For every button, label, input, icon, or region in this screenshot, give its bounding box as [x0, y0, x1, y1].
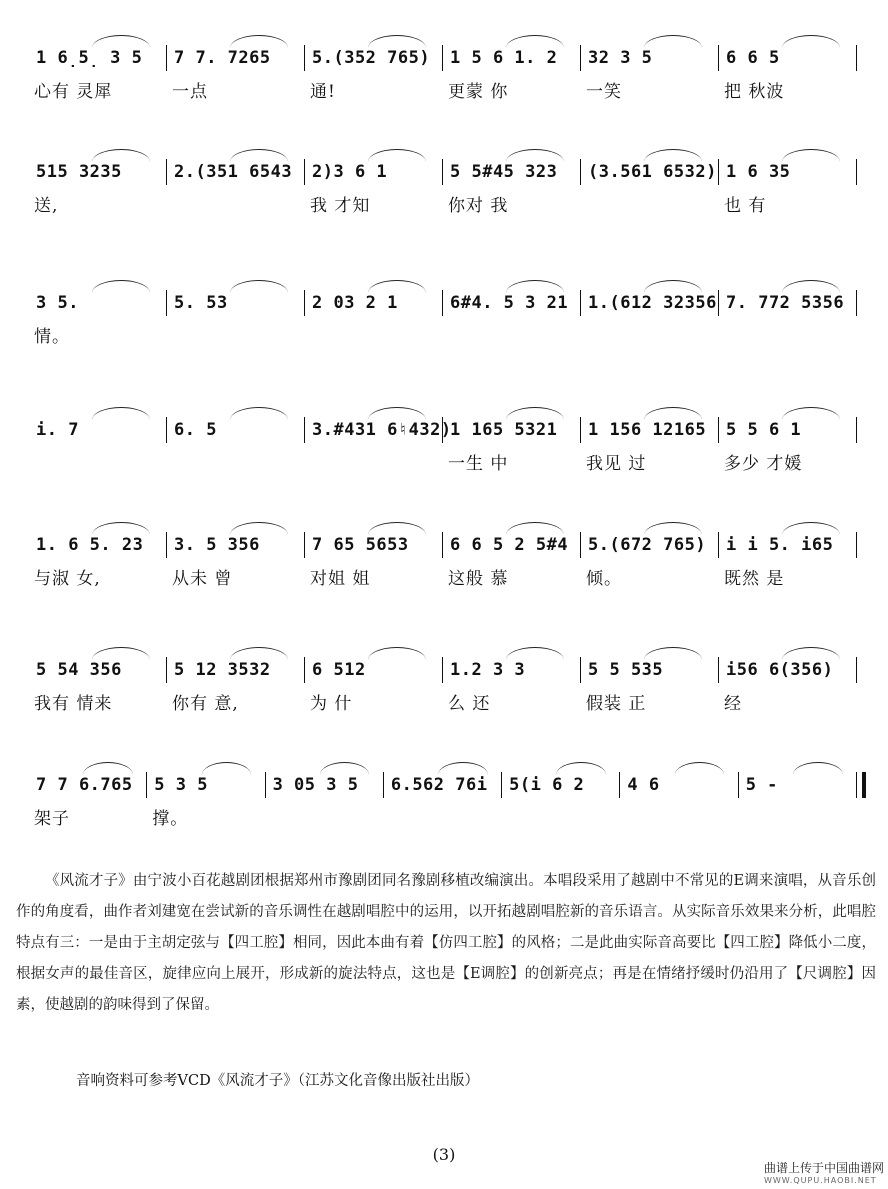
measure: 5 5#45 323: [450, 162, 558, 182]
final-barline: [862, 772, 866, 798]
lyric-syllables: 一点: [172, 82, 208, 102]
measure: 5 5 535: [588, 660, 664, 680]
measure: 1 6̣5̣ 3 5: [36, 48, 143, 68]
barline: [442, 290, 443, 316]
barline: [442, 532, 443, 558]
slur-mark: [92, 280, 150, 293]
lyric-syllables: 通!: [310, 82, 336, 102]
measure: 2)3 6 1: [312, 162, 388, 182]
barline: [580, 532, 581, 558]
measure: 5.(672 765): [588, 535, 707, 555]
measure: i i 5. i65: [726, 535, 834, 555]
lyric-syllables: 我见 过: [586, 454, 647, 474]
lyric-syllables: 你对 我: [448, 196, 509, 216]
measure: 6. 5: [174, 420, 217, 440]
slur-mark: [202, 762, 252, 775]
slur-mark: [230, 280, 288, 293]
measure: 1 5 6 1. 2: [450, 48, 558, 68]
lyric-syllables: 也 有: [724, 196, 767, 216]
measure: 1.2 3 3: [450, 660, 526, 680]
barline: [442, 657, 443, 683]
lyrics-line: [0, 450, 888, 478]
notation-line: [0, 530, 888, 560]
lyrics-line: [0, 78, 888, 106]
notation-line: [0, 770, 888, 800]
barline: [166, 159, 167, 185]
measure: 3 05 3 5: [272, 775, 359, 795]
lyric-syllables: 多少 才媛: [724, 454, 803, 474]
barline: [501, 772, 502, 798]
barline: [856, 772, 857, 798]
page-number: (3): [432, 1145, 456, 1164]
barline: [856, 290, 857, 316]
barline: [166, 45, 167, 71]
measure: 5 12 3532: [174, 660, 271, 680]
barline: [166, 657, 167, 683]
lyric-syllables: 与淑 女,: [34, 569, 101, 589]
barline: [580, 45, 581, 71]
barline: [442, 159, 443, 185]
barline: [856, 45, 857, 71]
measure: 5(i 6 2: [509, 775, 585, 795]
lyric-syllables: 对姐 姐: [310, 569, 371, 589]
measure: 5.(352 765): [312, 48, 431, 68]
barline: [166, 290, 167, 316]
lyric-syllables: 假装 正: [586, 694, 647, 714]
barline: [738, 772, 739, 798]
measure: 6.562 76i: [390, 775, 488, 795]
measure: 6#4. 5 3 21: [450, 293, 569, 313]
notation-line: [0, 655, 888, 685]
measure: (3.561 6532): [588, 162, 717, 182]
barline: [580, 290, 581, 316]
slur-mark: [793, 762, 843, 775]
measure: 2 03 2 1: [312, 293, 398, 313]
lyrics-line: [0, 323, 888, 351]
measure: 6 6 5: [726, 48, 780, 68]
barline: [304, 290, 305, 316]
slur-mark: [782, 35, 840, 48]
measure: 4 6: [627, 775, 660, 795]
barline: [442, 45, 443, 71]
barline: [856, 532, 857, 558]
barline: [166, 532, 167, 558]
measure: 5 54 356: [36, 660, 122, 680]
notation-line: [0, 157, 888, 187]
barline: [718, 45, 719, 71]
measure: 1. 6 5. 23: [36, 535, 144, 555]
site-watermark: [764, 1159, 884, 1185]
lyric-syllables: 我有 情来: [34, 694, 113, 714]
barline: [304, 159, 305, 185]
audio-source-note: 音响资料可参考VCD《风流才子》（江苏文化音像出版社出版）: [76, 1073, 479, 1089]
lyric-syllables: 从未 曾: [172, 569, 233, 589]
lyric-syllables: 既然 是: [724, 569, 785, 589]
barline: [383, 772, 384, 798]
barline: [442, 417, 443, 443]
measure: 7 65 5653: [312, 535, 409, 555]
barline: [718, 532, 719, 558]
lyric-syllables: 倾。: [586, 569, 622, 589]
measure: 3. 5 356: [174, 535, 260, 555]
barline: [304, 45, 305, 71]
barline: [718, 290, 719, 316]
lyric-syllables: 送,: [34, 196, 59, 216]
lyric-syllables: 一生 中: [448, 454, 509, 474]
barline: [146, 772, 147, 798]
measure: 1.(612 32356: [588, 293, 717, 313]
slur-mark: [368, 647, 426, 660]
notation-line: [0, 43, 888, 73]
slur-mark: [782, 149, 840, 162]
measure: 7 7. 7265: [174, 48, 271, 68]
barline: [166, 417, 167, 443]
slur-mark: [675, 762, 725, 775]
slur-mark: [230, 407, 288, 420]
barline: [580, 417, 581, 443]
barline: [856, 159, 857, 185]
measure: 1 165 5321: [450, 420, 558, 440]
measure: 6 512: [312, 660, 366, 680]
barline: [580, 159, 581, 185]
barline: [718, 417, 719, 443]
commentary-text: [16, 866, 876, 1021]
measure: 1 156 12165: [588, 420, 707, 440]
lyric-syllables: 经: [724, 694, 742, 714]
lyric-syllables: 我 才知: [310, 196, 371, 216]
measure: 515 3235: [36, 162, 122, 182]
barline: [718, 159, 719, 185]
lyric-syllables: 把 秋波: [724, 82, 785, 102]
lyric-syllables: 撑。: [152, 809, 189, 829]
barline: [856, 657, 857, 683]
barline: [265, 772, 266, 798]
slur-mark: [644, 35, 702, 48]
lyric-syllables: 为 什: [310, 694, 353, 714]
watermark-line-1: 曲谱上传于中国曲谱网: [763, 1161, 884, 1175]
measure: 3.#431 6♮432): [312, 420, 452, 440]
lyric-syllables: 你有 意,: [172, 694, 239, 714]
measure: 1 6 35: [726, 162, 791, 182]
lyrics-line: [0, 690, 888, 718]
measure: 7 7 6.765: [36, 775, 133, 795]
measure: 6 6 5 2 5#4: [450, 535, 569, 555]
barline: [619, 772, 620, 798]
lyrics-line: [0, 192, 888, 220]
barline: [856, 417, 857, 443]
commentary-paragraph: 《风流才子》由宁波小百花越剧团根据郑州市豫剧团同名豫剧移植改编演出。本唱段采用了越剧中不常见的E调来演唱，从音乐创作的角度看，曲作者刘建宽在尝试新的音乐调性在越剧唱腔中的运用，以开拓越剧唱腔新的音乐语言。从实际音乐效果来分析，此唱腔特点有三：一是由于主胡定弦与【四工腔】相同，因此本曲有着【仿四工腔】的风格；二是此曲实际音高要比【四工腔】降低小二度，根据女声的最佳音区，旋律应向上展开，形成新的旋法特点，这也是【E调腔】的创新亮点；再是在情绪抒缓时仍沿用了【尺调腔】因素，使越剧的韵味得到了保留。: [16, 873, 876, 1013]
measure: 32 3 5: [588, 48, 653, 68]
measure: 5. 53: [174, 293, 228, 313]
measure: 7. 772 5356: [726, 293, 845, 313]
slur-mark: [92, 407, 150, 420]
measure: 3 5.: [36, 293, 79, 313]
lyric-syllables: 架子: [34, 809, 70, 829]
notation-line: [0, 415, 888, 445]
lyric-syllables: 么 还: [448, 694, 491, 714]
lyrics-line: [0, 565, 888, 593]
measure: 2.(351 6543: [174, 162, 293, 182]
barline: [304, 657, 305, 683]
barline: [718, 657, 719, 683]
watermark-line-2: WWW.QUPU.HAOBI.NET: [763, 1176, 877, 1185]
lyric-syllables: 情。: [34, 327, 70, 347]
measure: 5 5 6 1: [726, 420, 802, 440]
barline: [304, 532, 305, 558]
measure: 5 -: [745, 775, 778, 795]
measure: i. 7: [36, 420, 79, 440]
measure: 5 3 5: [154, 775, 208, 795]
lyric-syllables: 更蒙 你: [448, 82, 509, 102]
barline: [580, 657, 581, 683]
lyrics-line: [0, 805, 888, 833]
lyric-syllables: 心有 灵犀: [34, 82, 113, 102]
lyric-syllables: 一笑: [586, 82, 622, 102]
measure: i56 6(356): [726, 660, 834, 680]
barline: [304, 417, 305, 443]
notation-line: [0, 288, 888, 318]
lyric-syllables: 这般 慕: [448, 569, 509, 589]
